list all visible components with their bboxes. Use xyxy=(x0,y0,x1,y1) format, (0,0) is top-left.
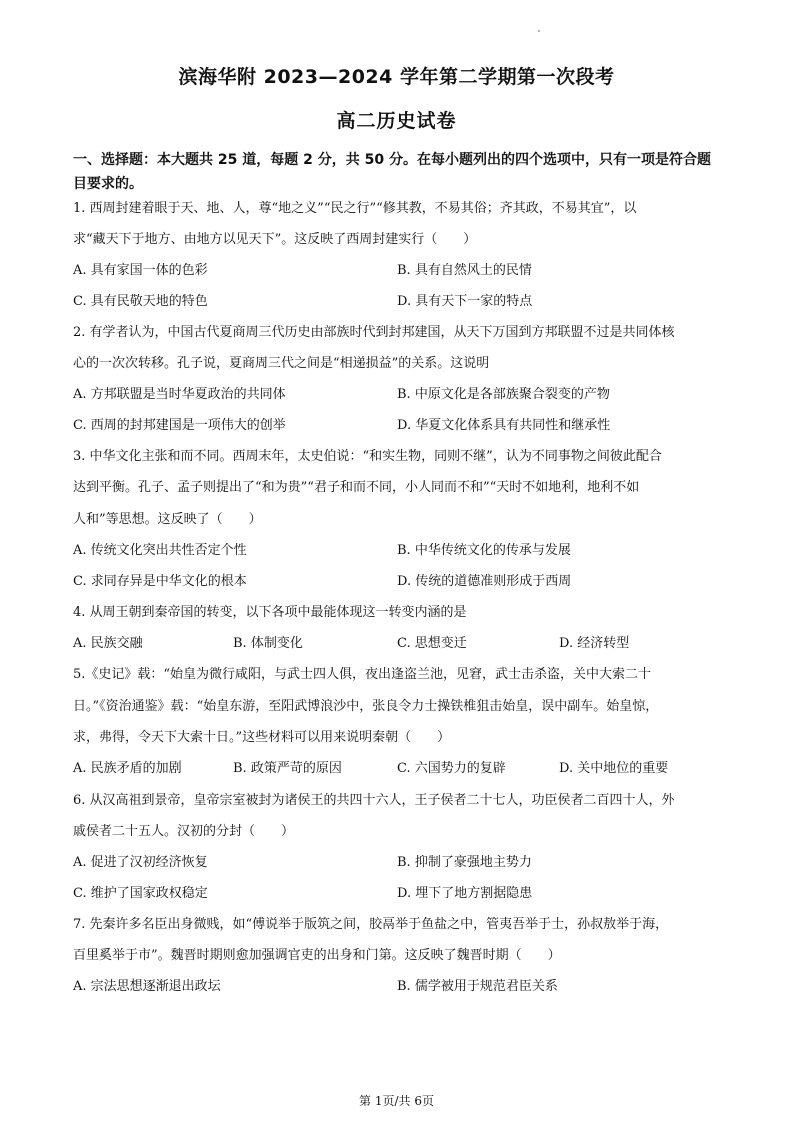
q5-stem-line-1: 5.《史记》载：“始皇为微行咸阳，与武士四人俱，夜出逢盗兰池，见窘，武士击杀盗，关中大索二十 xyxy=(73,667,652,682)
q5-option-b: B. 政策严苛的原因 xyxy=(233,761,342,776)
q6-stem-line-2: 戚侯者二十五人。汉初的分封（ ） xyxy=(73,824,295,839)
q2-option-a: A. 方邦联盟是当时华夏政治的共同体 xyxy=(73,387,286,402)
q2-stem-line-2: 心的一次次转移。孔子说，夏商周三代之间是“相递损益”的关系。这说明 xyxy=(73,356,490,371)
q3-stem-line-2: 达到平衡。孔子、孟子则提出了“和为贵”“君子和而不同，小人同而不和”“天时不如地利，地利不如 xyxy=(73,480,640,495)
scan-speck xyxy=(538,30,540,32)
q5-option-c: C. 六国势力的复辟 xyxy=(397,761,506,776)
q6-option-b: B. 抑制了豪强地主势力 xyxy=(397,855,532,870)
q6-stem-line-1: 6. 从汉高祖到景帝，皇帝宗室被封为诸侯王的共四十六人，王子侯者二十七人，功臣侯者二百四十人，外 xyxy=(73,793,675,808)
q2-option-b: B. 中原文化是各部族聚合裂变的产物 xyxy=(397,387,610,402)
q1-stem-line-2: 求“藏天下于地方、由地方以见天下”。这反映了西周封建实行（ ） xyxy=(73,232,477,247)
q7-stem-line-2: 百里奚举于市”。魏晋时期则愈加强调官吏的出身和门第。这反映了魏晋时期（ ） xyxy=(73,948,561,963)
q7-option-a: A. 宗法思想逐渐退出政坛 xyxy=(73,979,221,994)
q4-option-b: B. 体制变化 xyxy=(233,636,303,651)
q4-stem-line-1: 4. 从周王朝到秦帝国的转变，以下各项中最能体现这一转变内涵的是 xyxy=(73,605,467,620)
q6-option-d: D. 埋下了地方割据隐患 xyxy=(397,886,533,901)
q2-stem-line-1: 2. 有学者认为，中国古代夏商周三代历史由部族时代到封邦建国，从天下万国到方邦联盟不过是共同体核 xyxy=(73,325,675,340)
q5-stem-line-3: 求，弗得，令天下大索十日。”这些材料可以用来说明秦朝（ ） xyxy=(73,730,451,745)
q1-stem-line-1: 1. 西周封建着眼于天、地、人，尊“地之义”“民之行”“修其教，不易其俗；齐其政，不易其宜”，以 xyxy=(73,201,637,216)
q3-stem-line-3: 人和”等思想。这反映了（ ） xyxy=(73,512,262,527)
q5-stem-line-2: 日。”《资治通鉴》载：“始皇东游，至阳武博浪沙中，张良令力士操铁椎狙击始皇，误中副车。始皇惊， xyxy=(73,699,659,714)
exam-title: 滨海华附 2023—2024 学年第二学期第一次段考 xyxy=(178,66,615,88)
page-number: 第 1页/共 6页 xyxy=(359,1094,434,1108)
q1-option-c: C. 具有民敬天地的特色 xyxy=(73,294,208,309)
q2-option-d: D. 华夏文化体系具有共同性和继承性 xyxy=(397,418,611,433)
q3-option-b: B. 中华传统文化的传承与发展 xyxy=(397,543,571,558)
q3-option-c: C. 求同存异是中华文化的根本 xyxy=(73,574,247,589)
q5-option-d: D. 关中地位的重要 xyxy=(559,761,669,776)
q1-option-b: B. 具有自然风土的民情 xyxy=(397,263,532,278)
q6-option-a: A. 促进了汉初经济恢复 xyxy=(73,855,208,870)
q4-option-c: C. 思想变迁 xyxy=(397,636,467,651)
q7-stem-line-1: 7. 先秦许多名臣出身微贱，如“傅说举于版筑之间，胶鬲举于鱼盐之中，管夷吾举于士，孙叔敖举于海， xyxy=(73,917,669,932)
q3-option-d: D. 传统的道德准则形成于西周 xyxy=(397,574,572,589)
section-heading: 一、选择题：本大题共 25 道，每题 2 分，共 50 分。在每小题列出的四个选项中，只有一项是符合题目要求的。 xyxy=(73,152,711,192)
q1-option-a: A. 具有家国一体的色彩 xyxy=(73,263,208,278)
q4-option-a: A. 民族交融 xyxy=(73,636,143,651)
q4-option-d: D. 经济转型 xyxy=(559,636,630,651)
q3-option-a: A. 传统文化突出共性否定个性 xyxy=(73,543,247,558)
exam-subtitle: 高二历史试卷 xyxy=(336,110,457,132)
q6-option-c: C. 维护了国家政权稳定 xyxy=(73,886,208,901)
q3-stem-line-1: 3. 中华文化主张和而不同。西周末年，太史伯说：“和实生物，同则不继”，认为不同事物之间彼此配合 xyxy=(73,449,662,464)
q5-option-a: A. 民族矛盾的加剧 xyxy=(73,761,182,776)
q1-option-d: D. 具有天下一家的特点 xyxy=(397,294,533,309)
q7-option-b: B. 儒学被用于规范君臣关系 xyxy=(397,979,558,994)
q2-option-c: C. 西周的封邦建国是一项伟大的创举 xyxy=(73,418,286,433)
